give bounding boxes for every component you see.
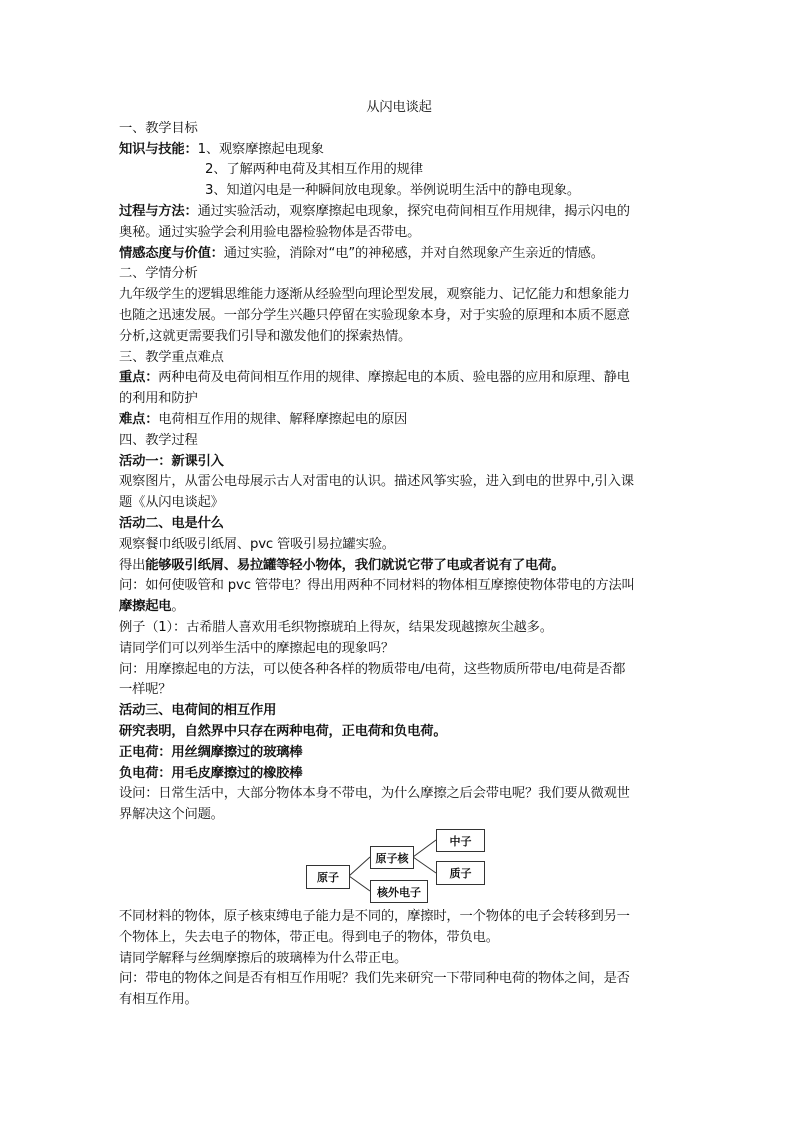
section-heading-keypoints: 三、教学重点难点 xyxy=(119,349,224,365)
activity2-line: 问：如何使吸管和 pvc 管带电？得出用两种不同材料的物体相互摩擦使物体带电的方法叫 xyxy=(119,578,635,594)
document-title: 从闪电谈起 xyxy=(366,100,432,115)
knowledge-label: 知识与技能： xyxy=(119,141,198,157)
activity3-line: 负电荷：用毛皮摩擦过的橡胶棒 xyxy=(119,765,303,781)
activity3-line: 界解决这个问题。 xyxy=(119,807,224,823)
key-point-cont: 的利用和防护 xyxy=(119,391,198,407)
explanation-line: 不同材料的物体，原子核束缚电子能力是不同的，摩擦时，一个物体的电子会转移到另一 xyxy=(119,909,630,924)
difficulty-label: 难点： xyxy=(119,411,159,427)
knowledge-goal-3: 3、知道闪电是一种瞬间放电现象。举例说明生活中的静电现象。 xyxy=(205,183,580,199)
section-heading-goals: 一、教学目标 xyxy=(119,120,198,136)
key-text: 两种电荷及电荷间相互作用的规律、摩擦起电的本质、验电器的应用和原理、静电 xyxy=(158,370,630,386)
key-point xyxy=(119,368,679,389)
activity2-line: 问：用摩擦起电的方法，可以使各种各样的物质带电/电荷，这些物质所带电/电荷是否都 xyxy=(119,661,626,677)
atom-box: 原子 xyxy=(306,865,350,889)
process-text: 通过实验活动，观察摩擦起电现象，探究电荷间相互作用规律，揭示闪电的 xyxy=(197,203,630,219)
term-end: 。 xyxy=(171,599,185,615)
neutron-box: 中子 xyxy=(436,829,485,852)
electrons-box: 核外电子 xyxy=(370,880,428,903)
activity1-line: 观察图片，从雷公电母展示古人对雷电的认识。描述风筝实验，进入到电的世界中,引入课 xyxy=(119,474,634,490)
activity2-term xyxy=(119,597,679,618)
emotion-text: 通过实验，消除对“电”的神秘感，并对自然现象产生亲近的情感。 xyxy=(223,245,604,261)
nucleus-box: 原子核 xyxy=(370,846,414,869)
conclusion-bold: 能够吸引纸屑、易拉罐等轻小物体，我们就说它带了电或者说有了电荷。 xyxy=(145,557,565,573)
section-heading-process: 四、教学过程 xyxy=(119,432,198,448)
activity1-line: 题《从闪电谈起》 xyxy=(119,495,224,511)
activity3-line: 正电荷：用丝绸摩擦过的玻璃棒 xyxy=(119,744,303,760)
activity1-heading: 活动一：新课引入 xyxy=(119,453,224,469)
key-label: 重点： xyxy=(119,370,159,386)
activity2-heading: 活动二、电是什么 xyxy=(119,515,224,531)
analysis-line: 九年级学生的逻辑思维能力逐渐从经验型向理论型发展，观察能力、记忆能力和想象能力 xyxy=(119,287,630,303)
document-body xyxy=(119,98,679,826)
explanation-line: 个物体上，失去电子的物体，带正电。得到电子的物体，带负电。 xyxy=(119,929,499,945)
explanation-line: 有相互作用。 xyxy=(119,992,198,1008)
conclusion-prefix: 得出 xyxy=(119,557,146,573)
activity2-line: 请同学们可以列举生活中的摩擦起电的现象吗？ xyxy=(119,640,395,656)
section-heading-analysis: 二、学情分析 xyxy=(119,266,198,282)
difficulty-point xyxy=(119,410,679,431)
post-diagram-text xyxy=(119,907,679,1011)
explanation-line: 请同学解释与丝绸摩擦后的玻璃棒为什么带正电。 xyxy=(119,950,408,966)
process-label: 过程与方法： xyxy=(119,203,198,219)
emotion-goal xyxy=(119,244,679,265)
knowledge-goal-1 xyxy=(119,140,679,161)
analysis-line: 分析,这就更需要我们引导和激发他们的探索热情。 xyxy=(119,328,412,344)
activity3-line: 研究表明，自然界中只存在两种电荷，正电荷和负电荷。 xyxy=(119,723,447,739)
proton-box: 质子 xyxy=(436,861,485,885)
emotion-label: 情感态度与价值： xyxy=(119,245,224,261)
activity3-line: 设问：日常生活中，大部分物体本身不带电，为什么摩擦之后会带电呢？我们要从微观世 xyxy=(119,786,630,802)
knowledge-item: 1、观察摩擦起电现象 xyxy=(197,141,324,157)
activity2-line: 观察餐巾纸吸引纸屑、pvc 管吸引易拉罐实验。 xyxy=(119,536,395,552)
analysis-line: 也随之迅速发展。一部分学生兴趣只停留在实验现象本身，对于实验的原理和本质不愿意 xyxy=(119,307,630,323)
activity2-line: 例子（1）：古希腊人喜欢用毛织物擦琥珀上得灰，结果发现越擦灰尘越多。 xyxy=(119,619,553,635)
explanation-line: 问：带电的物体之间是否有相互作用呢？我们先来研究一下带同种电荷的物体之间，是否 xyxy=(119,971,630,987)
activity2-conclusion xyxy=(119,556,679,577)
knowledge-goal-2: 2、了解两种电荷及其相互作用的规律 xyxy=(205,162,423,178)
activity2-line: 一样呢？ xyxy=(119,682,172,698)
activity3-heading: 活动三、电荷间的相互作用 xyxy=(119,703,277,719)
term-bold: 摩擦起电 xyxy=(119,599,172,615)
process-goal xyxy=(119,202,679,223)
process-goal-cont: 奥秘。通过实验学会利用验电器检验物体是否带电。 xyxy=(119,224,421,240)
difficulty-text: 电荷相互作用的规律、解释摩擦起电的原因 xyxy=(158,411,408,427)
